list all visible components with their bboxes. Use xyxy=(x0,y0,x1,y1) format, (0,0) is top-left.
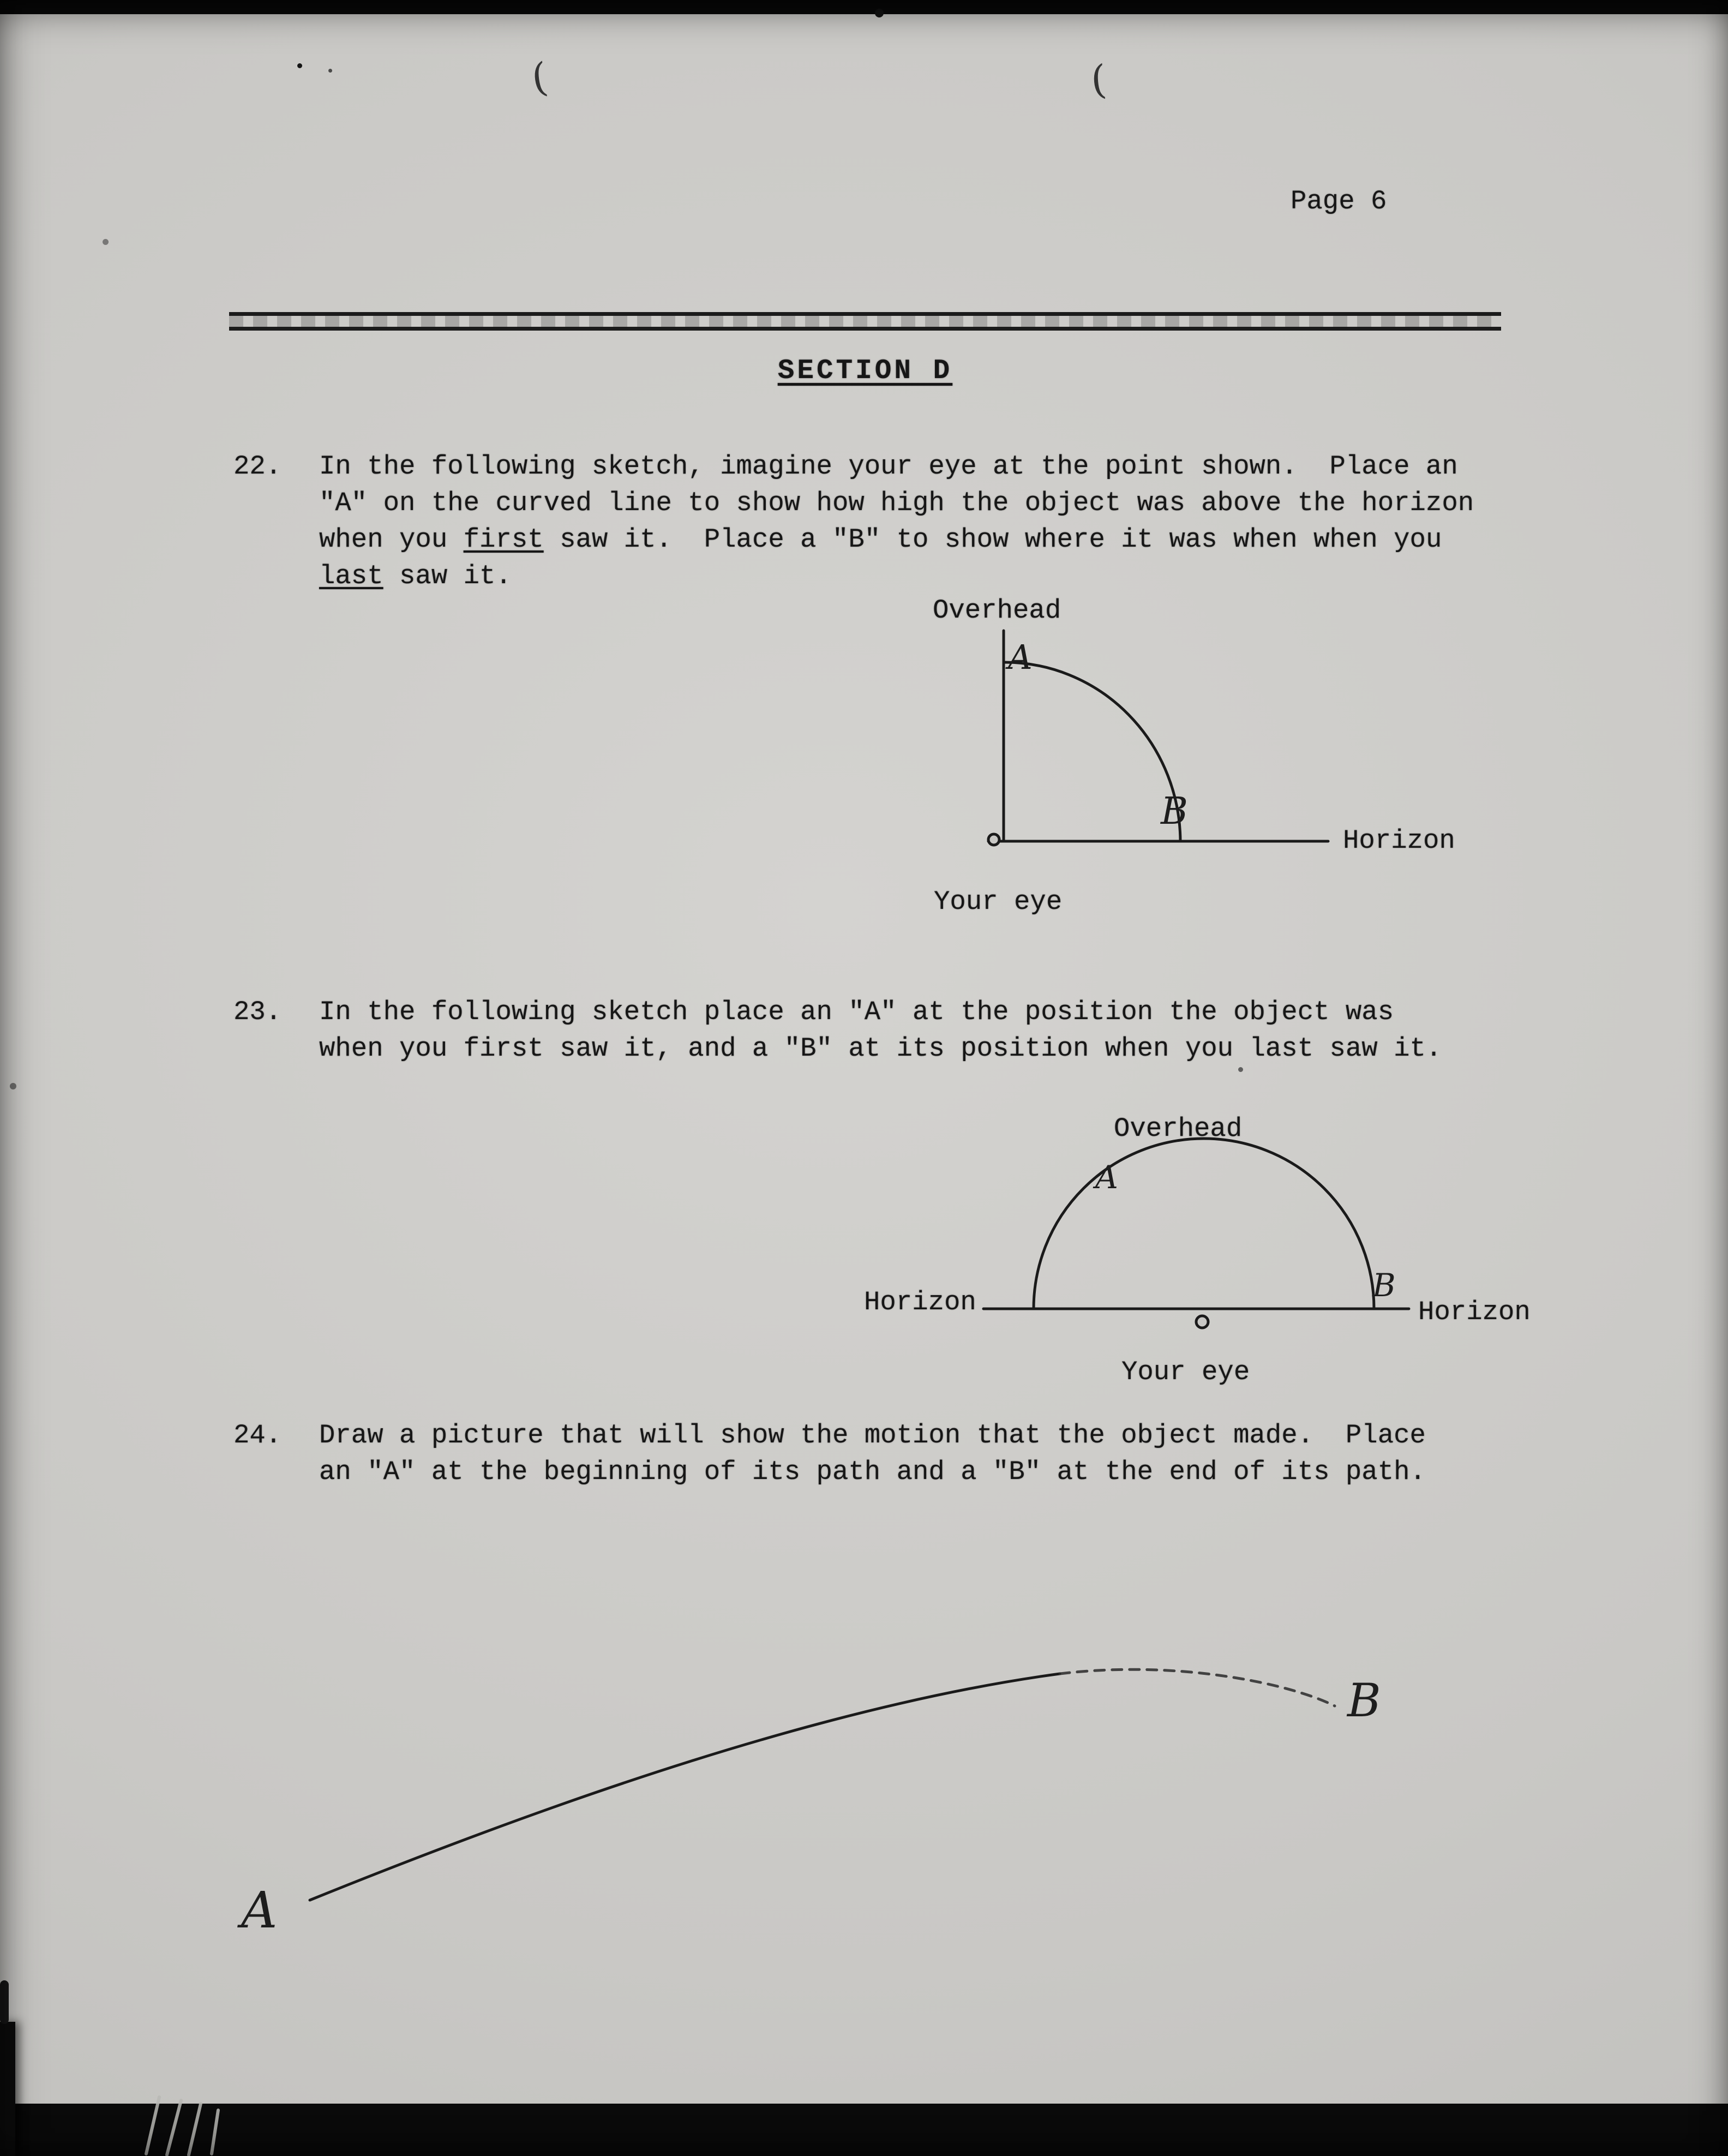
question-22-number: 22. xyxy=(233,451,282,482)
diagram1-overhead-label: Overhead xyxy=(933,595,1061,626)
question-22-line-4 xyxy=(319,558,512,595)
scribble-stroke xyxy=(167,2100,181,2155)
diagram2-sketch xyxy=(971,1136,1473,1349)
diagram2-dome-arc xyxy=(1034,1139,1374,1309)
diagram3-trajectory-curve-faint-end xyxy=(1060,1669,1335,1706)
scan-speck xyxy=(103,239,109,245)
diagram3-sketch xyxy=(218,1637,1445,1942)
question-22-line-1: In the following sketch, imagine your eye at the point shown. Place an xyxy=(319,451,1458,482)
scan-speck xyxy=(1238,1067,1243,1072)
diagram3-trajectory-curve xyxy=(310,1674,1060,1900)
scan-speck xyxy=(875,9,884,17)
scribble-stroke xyxy=(146,2097,159,2154)
scribble-stroke xyxy=(189,2104,201,2155)
diagram1-handwritten-a: A xyxy=(1008,637,1033,677)
page-number: Page 6 xyxy=(1291,186,1387,217)
diagram1-handwritten-b: B xyxy=(1161,790,1188,833)
question-23-line-2: when you first saw it, and a "B" at its position when you last saw it. xyxy=(319,1033,1442,1064)
scan-speck xyxy=(297,63,302,68)
scan-blot-left xyxy=(0,1980,9,2024)
question-24-line-2: an "A" at the beginning of its path and a "B" at the end of its path. xyxy=(319,1457,1426,1487)
scan-speck xyxy=(10,1083,16,1089)
scan-edge-left-strip xyxy=(0,2022,15,2156)
diagram2-horizon-right-label: Horizon xyxy=(1418,1297,1531,1327)
diagram2-handwritten-b: B xyxy=(1372,1267,1396,1304)
scribble-stroke xyxy=(212,2110,218,2154)
diagram1-eye-origin-circle xyxy=(988,834,999,845)
q22-line3-post: saw it. Place a "B" to show where it was when when you xyxy=(543,524,1442,555)
scan-artifact-paren-right: ( xyxy=(1089,56,1108,104)
question-22-line-2: "A" on the curved line to show how high the object was above the horizon xyxy=(319,488,1474,518)
q22-line3-pre: when you xyxy=(319,524,464,555)
question-23-line-1: In the following sketch place an "A" at the position the object was xyxy=(319,997,1394,1027)
section-title: SECTION D xyxy=(777,356,953,387)
double-rule xyxy=(229,312,1501,331)
q22-line4-post: saw it. xyxy=(383,561,512,591)
diagram2-horizon-left-label: Horizon xyxy=(864,1287,976,1317)
diagram3-handwritten-b: B xyxy=(1347,1674,1381,1727)
scan-scribbles-bottom-left xyxy=(131,2089,284,2156)
diagram2-your-eye-label: Your eye xyxy=(1121,1357,1250,1387)
diagram2-handwritten-a: A xyxy=(1095,1159,1118,1196)
question-24-line-1: Draw a picture that will show the motion that the object made. Place xyxy=(319,1420,1426,1451)
scan-edge-top xyxy=(0,0,1728,14)
question-24-number: 24. xyxy=(233,1420,282,1451)
diagram2-overhead-label: Overhead xyxy=(1114,1113,1243,1144)
q22-line4-underlined-last: last xyxy=(319,561,383,591)
diagram1-your-eye-label: Your eye xyxy=(934,887,1063,917)
diagram1-horizon-label: Horizon xyxy=(1343,825,1455,856)
question-22-line-3 xyxy=(319,522,1442,558)
scan-speck xyxy=(328,69,332,73)
q22-line3-underlined-first: first xyxy=(463,524,544,555)
scan-artifact-paren-left: ( xyxy=(529,53,550,101)
diagram1-sight-arc xyxy=(1005,662,1180,841)
question-23-number: 23. xyxy=(233,997,282,1027)
diagram2-eye-origin-circle xyxy=(1196,1316,1208,1328)
diagram3-handwritten-a: A xyxy=(241,1881,278,1939)
